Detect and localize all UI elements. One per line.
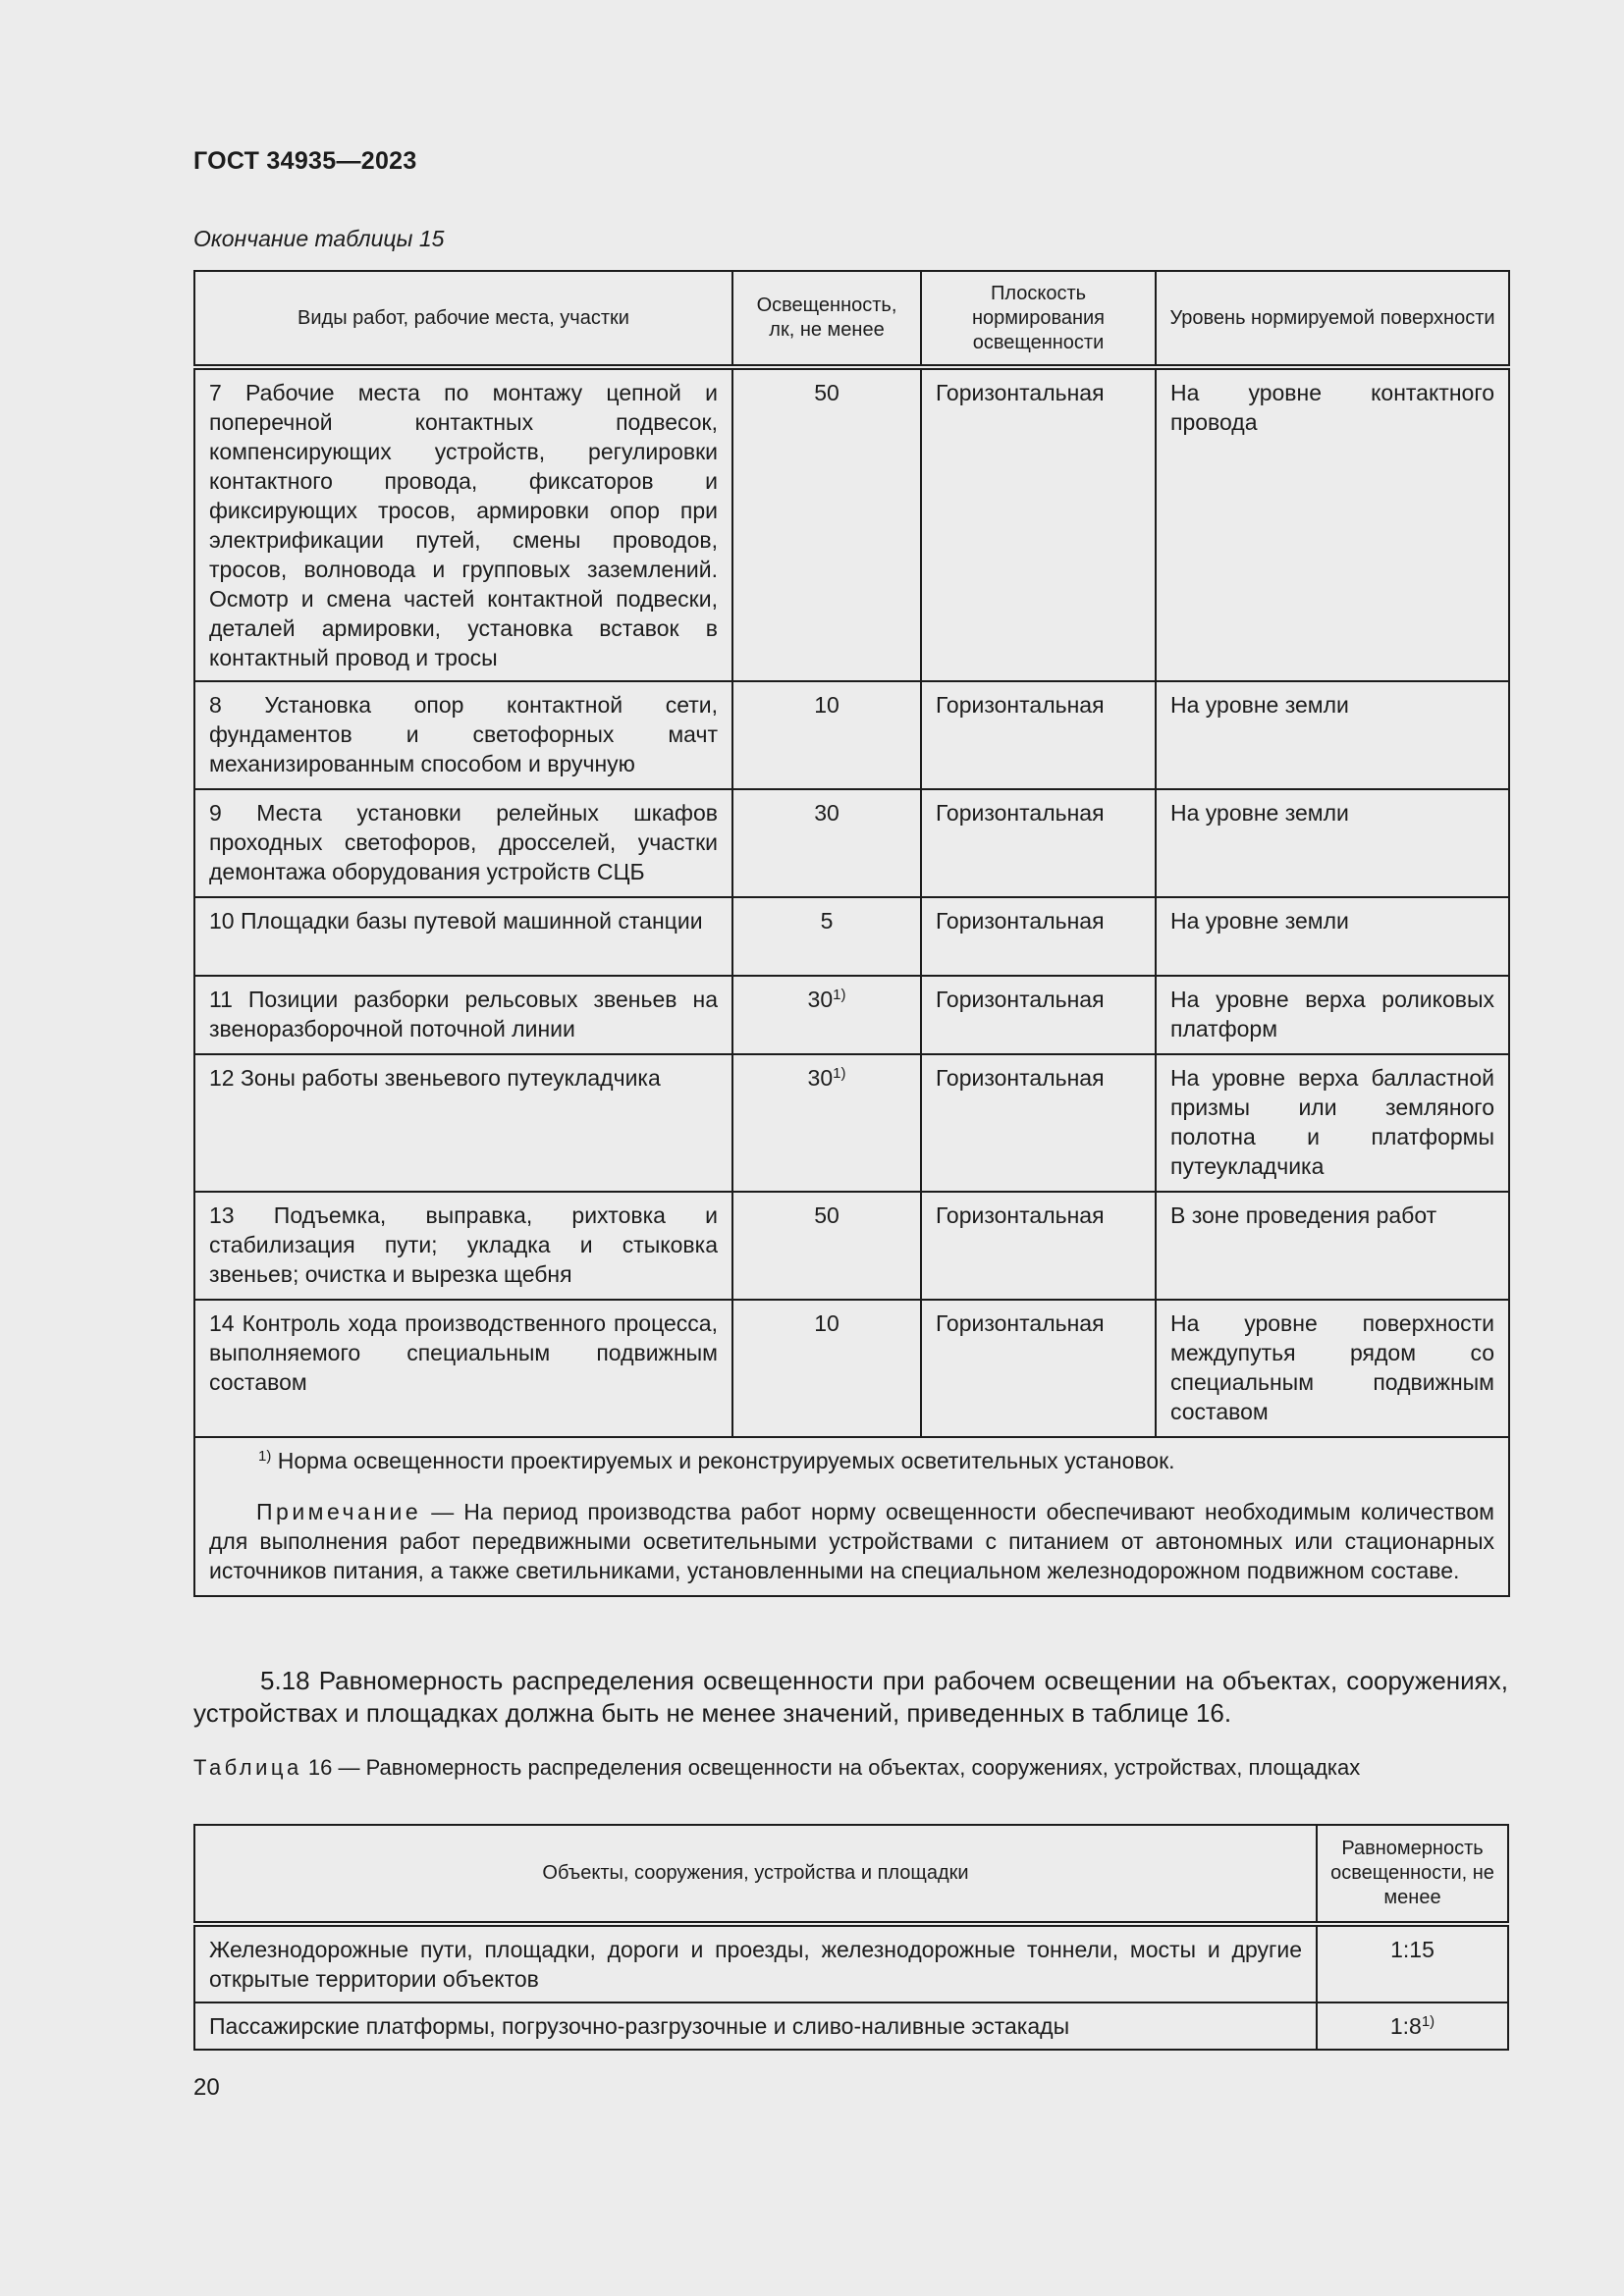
surface-level-cell: На уровне верха балластной призмы или земляного полотна и платформы путеукладчика (1156, 1054, 1509, 1192)
uniformity-cell: 1:15 (1317, 1924, 1508, 2002)
table-row (194, 681, 1509, 789)
table-16 (193, 1824, 1509, 2051)
plane-cell: Горизонтальная (921, 367, 1156, 681)
illuminance-cell: 10 (732, 1300, 921, 1437)
uniformity-cell: 1:8$^{1)}$ (1317, 2002, 1508, 2050)
surface-level-cell: На уровне контактного провода (1156, 367, 1509, 681)
paragraph-number: 5.18 (260, 1666, 310, 1695)
surface-level-cell: На уровне верха роликовых платформ (1156, 976, 1509, 1054)
work-type-cell: 12 Зоны работы звеньевого путеукладчика (194, 1054, 732, 1192)
table-footnote-row (194, 1437, 1509, 1596)
surface-level-cell: На уровне земли (1156, 897, 1509, 976)
column-header-uniformity: Равномерность освещенности, не менее (1317, 1825, 1508, 1924)
table-row (194, 2002, 1508, 2050)
table-row (194, 1300, 1509, 1437)
table-header-row (194, 1825, 1508, 1924)
plane-cell: Горизонтальная (921, 1054, 1156, 1192)
column-header-illuminance: Освещенность, лк, не менее (732, 271, 921, 367)
work-type-cell: 10 Площадки базы путевой машинной станции (194, 897, 732, 976)
column-header-work-types: Виды работ, рабочие места, участки (194, 271, 732, 367)
work-type-cell: 9 Места установки релейных шкафов проходных светофоров, дросселей, участки демонтажа оборудования устройств СЦБ (194, 789, 732, 897)
table-header-row (194, 271, 1509, 367)
table-15-caption: Окончание таблицы 15 (193, 226, 445, 251)
plane-cell: Горизонтальная (921, 1300, 1156, 1437)
plane-cell: Горизонтальная (921, 976, 1156, 1054)
surface-level-cell: На уровне земли (1156, 789, 1509, 897)
paragraph-text: Равномерность распределения освещенности при рабочем освещении на объектах, сооружениях, устройствах и площадках должна быть не менее значений, приведенных в таблице 16. (193, 1666, 1508, 1728)
work-type-cell: 8 Установка опор контактной сети, фундаментов и светофорных мачт механизированным способом и вручную (194, 681, 732, 789)
illuminance-cell: 30$^{1)}$ (732, 1054, 921, 1192)
illuminance-cell: 50 (732, 367, 921, 681)
surface-level-cell: В зоне проведения работ (1156, 1192, 1509, 1300)
table-15 (193, 270, 1510, 1597)
illuminance-cell: 5 (732, 897, 921, 976)
illuminance-cell: 30$^{1)}$ (732, 976, 921, 1054)
illuminance-cell: 50 (732, 1192, 921, 1300)
column-header-plane: Плоскость нормирования освещенности (921, 271, 1156, 367)
table-row (194, 1054, 1509, 1192)
plane-cell: Горизонтальная (921, 1192, 1156, 1300)
table-label: Таблица (193, 1755, 302, 1780)
page-number: 20 (193, 2074, 220, 2101)
table-row (194, 367, 1509, 681)
table-row (194, 1924, 1508, 2002)
table-row (194, 1192, 1509, 1300)
table-16-title (193, 1753, 1508, 1782)
table-title-text: 16 — Равномерность распределения освещенности на объектах, сооружениях, устройствах, площадках (301, 1755, 1361, 1780)
column-header-surface-level: Уровень нормируемой поверхности (1156, 271, 1509, 367)
plane-cell: Горизонтальная (921, 789, 1156, 897)
work-type-cell: 13 Подъемка, выправка, рихтовка и стабилизация пути; укладка и стыковка звеньев; очистка и вырезка щебня (194, 1192, 732, 1300)
table-note (209, 1497, 1494, 1585)
table-row (194, 897, 1509, 976)
object-cell: Железнодорожные пути, площадки, дороги и проезды, железнодорожные тоннели, мосты и другие открытые территории объектов (194, 1924, 1317, 2002)
object-cell: Пассажирские платформы, погрузочно-разгрузочные и сливо-наливные эстакады (194, 2002, 1317, 2050)
column-header-objects: Объекты, сооружения, устройства и площадки (194, 1825, 1317, 1924)
note-text: — На период производства работ норму освещенности обеспечивают необходимым количеством для выполнения работ передвижными осветительными устройствами с питанием от автономных или стационарных источников питания, а также светильниками, установленными на специальном железнодорожном подвижном составе. (209, 1499, 1494, 1583)
table-footnote-cell (194, 1437, 1509, 1596)
plane-cell: Горизонтальная (921, 897, 1156, 976)
illuminance-cell: 10 (732, 681, 921, 789)
surface-level-cell: На уровне поверхности междупутья рядом со специальным подвижным составом (1156, 1300, 1509, 1437)
work-type-cell: 11 Позиции разборки рельсовых звеньев на звеноразборочной поточной линии (194, 976, 732, 1054)
illuminance-cell: 30 (732, 789, 921, 897)
work-type-cell: 14 Контроль хода производственного процесса, выполняемого специальным подвижным составом (194, 1300, 732, 1437)
paragraph-5-18 (193, 1665, 1508, 1730)
table-row (194, 789, 1509, 897)
plane-cell: Горизонтальная (921, 681, 1156, 789)
document-code: ГОСТ 34935—2023 (193, 147, 417, 175)
work-type-cell: 7 Рабочие места по монтажу цепной и поперечной контактных подвесок, компенсирующих устройств, регулировки контактного провода, фиксаторов и фиксирующих тросов, армировки опор при электрификации путей, смены проводов, тросов, волновода и групповых заземлений. Осмотр и смена частей контактной подвески, деталей армировки, установка вставок в контактный провод и тросы (194, 367, 732, 681)
table-row (194, 976, 1509, 1054)
surface-level-cell: На уровне земли (1156, 681, 1509, 789)
note-label: Примечание (256, 1499, 422, 1524)
footnote: $^{1)}$ Норма освещенности проектируемых и реконструируемых осветительных установок. (258, 1448, 1175, 1473)
